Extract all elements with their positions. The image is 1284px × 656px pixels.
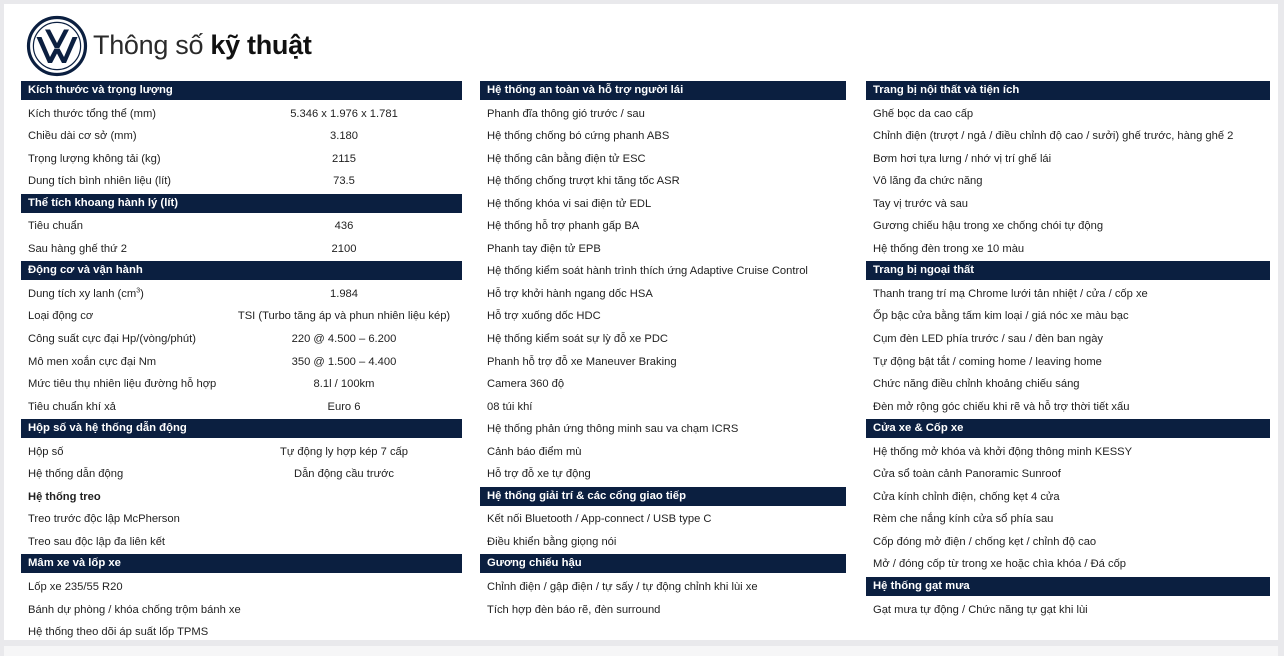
spec-row [866,351,1270,374]
spec-label: Camera 360 độ [487,378,565,391]
spec-label: Kích thước tổng thể (mm) [28,107,156,120]
spec-label: Bơm hơi tựa lưng / nhớ vị trí ghế lái [873,152,1052,165]
spec-label: Ốp bậc cửa bằng tấm kim loại / giá nóc xe màu bạc [873,310,1129,323]
spec-label: Gạt mưa tự động / Chức năng tự gạt khi lùi [873,603,1088,616]
spec-row [866,305,1270,328]
spec-label: Tự động bật tắt / coming home / leaving home [873,355,1102,368]
spec-value: 2100 [331,242,357,255]
spec-label: Chỉnh điện / gập điện / tự sấy / tự động chỉnh khi lùi xe [487,581,758,594]
spec-label: Tích hợp đèn báo rẽ, đèn surround [487,603,661,616]
section-header-mam-xe-va-lop-xe: Mâm xe và lốp xe [21,554,462,573]
spec-label: Treo trước độc lập McPherson [28,513,180,526]
spec-row [480,508,846,531]
spec-label: Dung tích bình nhiên liệu (lít) [28,175,172,188]
spec-label: Hệ thống dẫn động [28,468,124,481]
spec-value: 3.180 [330,130,358,143]
spec-row [21,125,462,148]
spec-row [21,576,462,599]
spec-row [480,148,846,171]
spec-row [21,351,462,374]
spec-row [480,351,846,374]
title-bold: kỹ thuật [210,30,312,60]
spec-value: TSI (Turbo tăng áp và phun nhiên liệu kép) [237,310,451,323]
spec-row [480,441,846,464]
spec-label: Vô lăng đa chức năng [873,175,983,188]
spec-row [866,215,1270,238]
spec-label: Hỗ trợ khởi hành ngang dốc HSA [487,287,653,300]
spec-row [21,305,462,328]
section-header-he-thong-an-toan-va-ho-tro-nguoi-lai: Hệ thống an toàn và hỗ trợ người lái [480,81,846,100]
spec-label: 08 túi khí [487,400,533,413]
spec-label: Trọng lượng không tải (kg) [28,152,161,165]
spec-row [480,418,846,441]
spec-row [21,621,462,644]
spec-row [21,238,462,261]
spec-value: 73.5 [333,175,355,188]
spec-row [21,599,462,622]
spec-row [21,148,462,171]
spec-label: Treo sau độc lập đa liên kết [28,535,166,548]
spec-row [480,125,846,148]
spec-label: Cửa sổ toàn cảnh Panoramic Sunroof [873,468,1061,481]
spec-row [480,103,846,126]
spec-label: Gương chiếu hậu trong xe chống chói tự động [873,220,1104,233]
spec-value: 5.346 x 1.976 x 1.781 [290,107,398,120]
spec-value: 1.984 [330,287,358,300]
spec-label: Hệ thống chống bó cứng phanh ABS [487,130,670,143]
spec-row [866,193,1270,216]
spec-value: Euro 6 [327,400,361,413]
spec-label-end: ) [140,287,144,300]
spec-label: Hỗ trợ đỗ xe tự động [487,468,591,481]
column-safety-entertainment [480,80,846,621]
spec-label: Loại động cơ [28,310,94,323]
spec-label: Kết nối Bluetooth / App-connect / USB type C [487,513,712,526]
spec-label: Chỉnh điện (trượt / ngả / điều chỉnh độ cao / sưởi) ghế trước, hàng ghế 2 [873,130,1234,143]
spec-row [866,463,1270,486]
spec-row [480,531,846,554]
spec-row [21,396,462,419]
spec-row [21,170,462,193]
section-header-kich-thuoc-va-trong-luong: Kích thước và trọng lượng [21,81,462,100]
bottom-edge [4,646,1278,656]
spec-label: Công suất cực đại Hp/(vòng/phút) [28,333,196,346]
spec-label: Tiêu chuẩn [28,220,83,233]
spec-label: Cửa kính chỉnh điện, chống kẹt 4 cửa [873,490,1060,503]
spec-row [866,125,1270,148]
spec-label: Hệ thống theo dõi áp suất lốp TPMS [28,626,209,639]
spec-label: Chiều dài cơ sở (mm) [28,130,137,143]
spec-row [866,531,1270,554]
spec-label: Thanh trang trí mạ Chrome lưới tản nhiệt / cửa / cốp xe [873,287,1148,300]
section-header-cua-xe-cop-xe: Cửa xe & Cốp xe [866,419,1270,438]
section-header-trang-bi-noi-that-va-tien-ich: Trang bị nội thất và tiện ích [866,81,1270,100]
spec-row [866,103,1270,126]
spec-label: Hộp số [28,445,64,458]
spec-label: Mô men xoắn cực đại Nm [28,355,157,368]
spec-label: Mức tiêu thụ nhiên liệu đường hỗ hợp [28,378,217,391]
spec-row [480,576,846,599]
section-header-dong-co-va-van-hanh: Động cơ và vận hành [21,261,462,280]
spec-label: Hệ thống mở khóa và khởi động thông minh KESSY [873,445,1133,458]
spec-value: Tự động ly hợp kép 7 cấp [279,445,409,458]
spec-label: Ghế bọc da cao cấp [873,107,974,120]
spec-value: 2115 [331,152,357,165]
column-interior-exterior [866,80,1270,621]
spec-row [21,531,462,554]
section-header-he-thong-giai-tri-cac-cong-giao-tiep: Hệ thống giải trí & các cổng giao tiếp [480,487,846,506]
spec-row [866,508,1270,531]
spec-label: Lốp xe 235/55 R20 [28,581,123,594]
spec-row [480,373,846,396]
spec-row [480,305,846,328]
spec-label: Rèm che nắng kính cửa sổ phía sau [873,513,1054,526]
spec-label: Hỗ trợ xuống dốc HDC [487,310,601,323]
spec-label: Bánh dự phòng / khóa chống trộm bánh xe [28,603,241,616]
spec-label: Phanh tay điện tử EPB [487,242,601,255]
spec-row [866,486,1270,509]
spec-row [866,373,1270,396]
title-regular: Thông số [93,30,211,60]
spec-label: Chức năng điều chỉnh khoảng chiếu sáng [873,378,1080,391]
spec-row [480,599,846,622]
spec-row [480,193,846,216]
spec-value: 8.1l / 100km [313,378,375,391]
spec-label: Hệ thống kiểm soát hành trình thích ứng Adaptive Cruise Control [487,265,808,278]
spec-label: Mở / đóng cốp từ trong xe hoặc chìa khóa / Đá cốp [873,558,1127,571]
spec-row [866,599,1270,622]
spec-label: Đèn mở rộng góc chiếu khi rẽ và hỗ trợ thời tiết xấu [873,400,1130,413]
section-header-he-thong-gat-mua: Hệ thống gạt mưa [866,577,1270,596]
spec-row [866,553,1270,576]
spec-value: Dẫn động cầu trước [293,468,395,481]
spec-row [21,373,462,396]
spec-row [480,238,846,261]
spec-value: 350 @ 1.500 – 4.400 [291,355,397,368]
subsection-title [21,486,462,509]
spec-row [21,283,462,306]
spec-label: Hệ thống hỗ trợ phanh gấp BA [487,220,640,233]
spec-row [21,508,462,531]
spec-row [866,328,1270,351]
spec-row [480,463,846,486]
spec-label: Hệ thống đèn trong xe 10 màu [873,242,1025,255]
spec-label: Phanh hỗ trợ đỗ xe Maneuver Braking [487,355,677,368]
spec-row [480,215,846,238]
spec-row [480,396,846,419]
spec-row [866,148,1270,171]
spec-label: Phanh đĩa thông gió trước / sau [487,107,645,120]
spec-label: Hệ thống kiểm soát sự lỳ đỗ xe PDC [487,333,668,346]
column-dimensions-engine [21,80,462,644]
spec-row [866,283,1270,306]
spec-row [866,441,1270,464]
spec-label-superscript: 3 [136,287,141,295]
spec-label: Hệ thống chống trượt khi tăng tốc ASR [487,175,680,188]
page-title [93,30,312,61]
spec-row [866,170,1270,193]
spec-row [480,260,846,283]
spec-row [21,463,462,486]
spec-row [21,215,462,238]
spec-label: Hệ thống treo [28,490,101,503]
spec-row [21,103,462,126]
spec-row [480,170,846,193]
spec-label: Hệ thống phản ứng thông minh sau va chạm ICRS [487,423,739,436]
spec-row [866,238,1270,261]
spec-row [21,328,462,351]
section-header-the-tich-khoang-hanh-ly-lit: Thể tích khoang hành lý (lít) [21,194,462,213]
spec-row [480,328,846,351]
spec-value: 220 @ 4.500 – 6.200 [291,333,397,346]
section-header-trang-bi-ngoai-that: Trang bị ngoại thất [866,261,1270,280]
vw-logo-icon [26,15,88,77]
spec-label: Cảnh báo điểm mù [487,445,582,458]
spec-label: Sau hàng ghế thứ 2 [28,242,127,255]
spec-row [480,283,846,306]
spec-label: Điều khiển bằng giọng nói [487,535,617,548]
section-header-guong-chieu-hau: Gương chiếu hậu [480,554,846,573]
spec-row [21,441,462,464]
spec-label: Hệ thống cân bằng điện tử ESC [487,152,646,165]
spec-label: Tiêu chuẩn khí xả [28,400,116,413]
spec-label: Cụm đèn LED phía trước / sau / đèn ban ngày [873,333,1104,346]
spec-row [866,396,1270,419]
spec-label: Cốp đóng mở điện / chống kẹt / chỉnh độ cao [873,535,1097,548]
spec-value: 436 [334,220,354,233]
section-header-hop-so-va-he-thong-dan-dong: Hộp số và hệ thống dẫn động [21,419,462,438]
spec-sheet [4,4,1278,640]
spec-label: Tay vị trước và sau [873,197,969,210]
spec-label: Dung tích xy lanh (cm [28,287,137,300]
spec-label: Hệ thống khóa vi sai điện tử EDL [487,197,652,210]
